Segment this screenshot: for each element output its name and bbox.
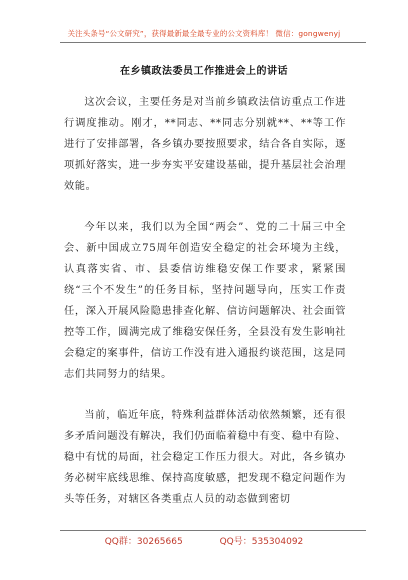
footer-qq-number: QQ号：535304092 (219, 537, 304, 547)
document-body (64, 92, 346, 530)
footer-divider (60, 530, 366, 531)
document-title: 在乡镇政法委员工作推进会上的讲话 (120, 66, 288, 77)
paragraph-2: 今年以来，我们以为全国“两会”、党的二十届三中全会、新中国成立75周年创造安全稳定的社会环境为主线，认真落实省、市、县委信访维稳安保工作要求，紧紧围绕“三个不发生”的任务目标，坚持问题导向，压实工作责任，深入开展风险隐患排查化解、信访问题解决、社会面管控等工作，圆满完成了维稳安保任务，全县没有发生影响社会稳定的案事件，信访工作没有进入通报约谈范围，这是同志们共同努力的结果。 (64, 222, 346, 380)
footer-contacts (0, 534, 408, 547)
header-promo-note: 关注头条号“公文研究”，获得最新最全最专业的公文资料库！ 微信：gongwenyj (67, 29, 341, 38)
header-divider (60, 42, 366, 43)
paragraph-1: 这次会议，主要任务是对当前乡镇政法信访重点工作进行调度推动。刚才，**同志、**同志分别就**、**等工作进行了安排部署，各乡镇办要按照要求，结合各自实际，逐项抓好落实，进一步夯实平安建设基础，提升基层社会治理效能。 (64, 97, 346, 192)
paragraph-3: 当前，临近年底，特殊利益群体活动依然频繁，还有很多矛盾问题没有解决，我们仍面临着稳中有变、稳中有险、稳中有忧的局面，社会稳定工作压力很大。对此，各乡镇办务必树牢底线思维、保持高度敏感，把发现不稳定问题作为头等任务，对辖区各类重点人员的动态做到密切 (64, 410, 346, 505)
footer-qq-group: QQ群：30265665 (104, 537, 183, 547)
